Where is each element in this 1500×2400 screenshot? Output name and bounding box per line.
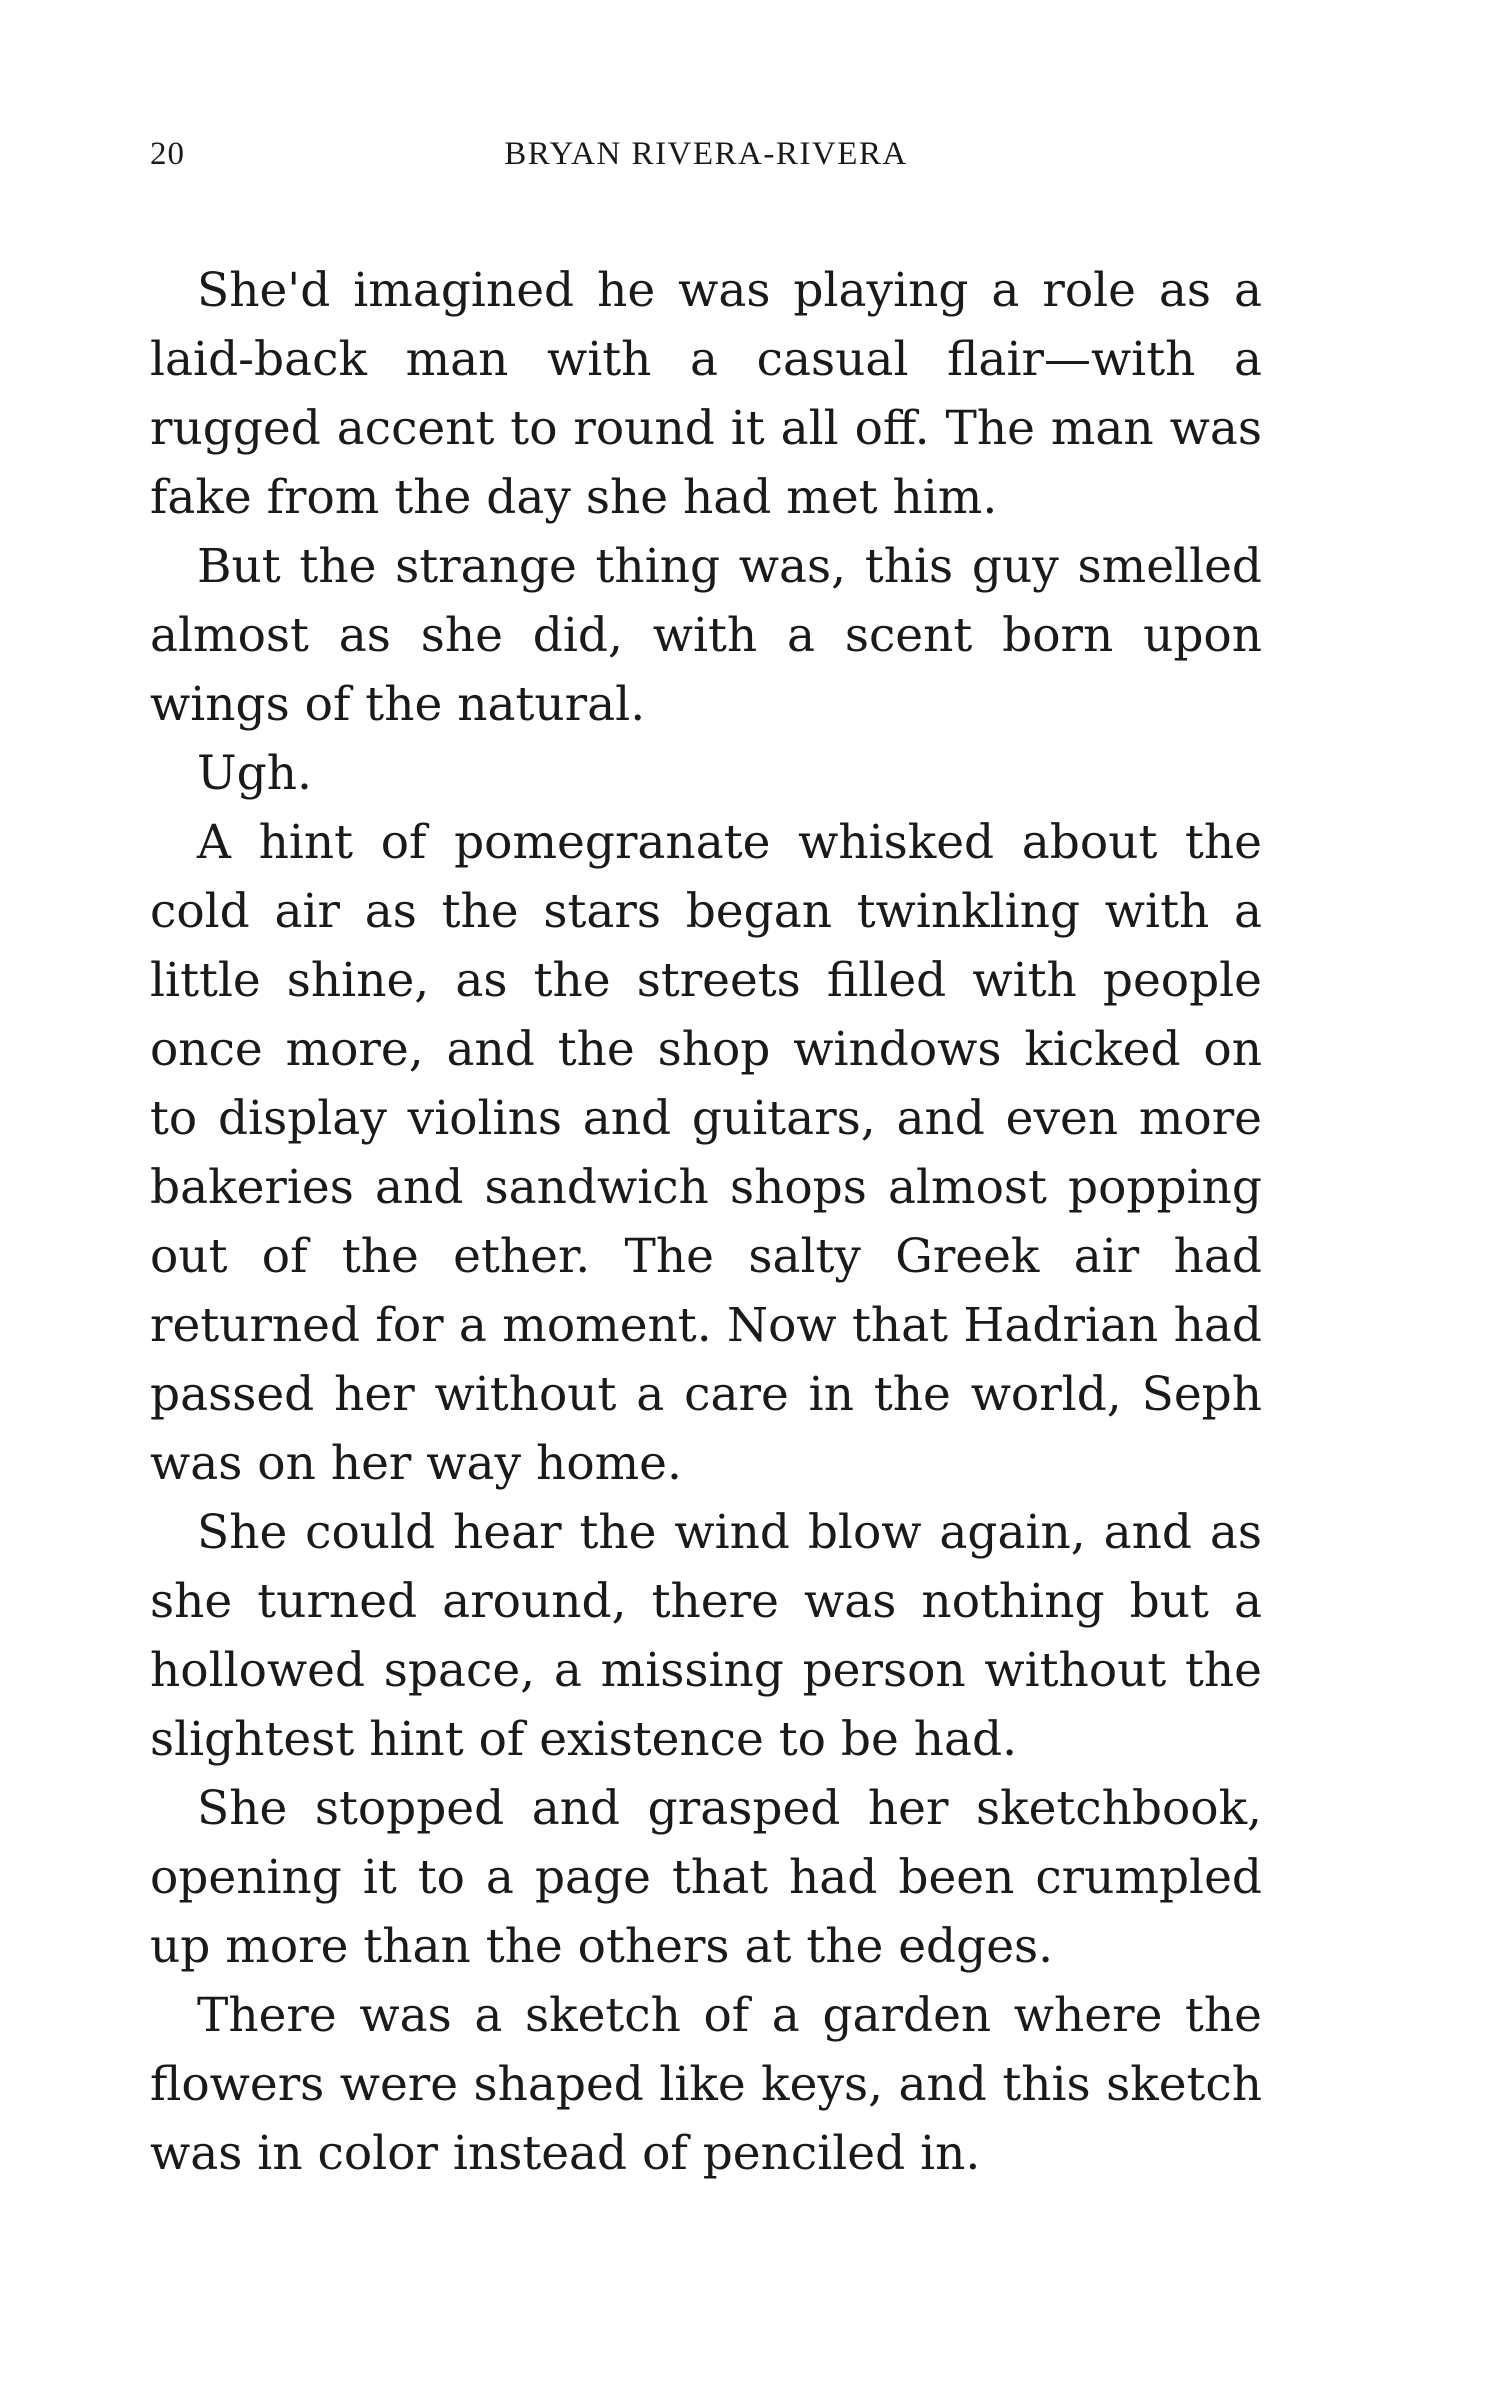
paragraph: She could hear the wind blow again, and as she turned around, there was nothing but a hollowed space, a missing person without the slightest hint of existence to be had. [150,1505,1262,1767]
paragraph: She stopped and grasped her sketchbook, opening it to a page that had been crumpled up more than the others at the edges. [150,1781,1262,1974]
paragraph: A hint of pomegranate whisked about the cold air as the stars began twinkling with a little shine, as the streets filled with people once more, and the shop windows kicked on to display violins and guitars, and even more bakeries and sandwich shops almost popping out of the ether. The salty Greek air had returned for a moment. Now that Hadrian had passed her without a care in the world, Seph was on her way home. [150,815,1262,1491]
running-head: BRYAN RIVERA-RIVERA [504,136,908,172]
body-text [150,256,1262,2188]
page-header [150,136,1262,186]
paragraph: But the strange thing was, this guy smelled almost as she did, with a scent born upon wings of the natural. [150,539,1262,732]
page-number: 20 [150,136,185,172]
paragraph: Ugh. [197,746,312,801]
paragraph: She'd imagined he was playing a role as a laid-back man with a casual flair—with a rugged accent to round it all off. The man was fake from the day she had met him. [150,263,1262,525]
paragraph: There was a sketch of a garden where the flowers were shaped like keys, and this sketch was in color instead of penciled in. [150,1988,1262,2181]
